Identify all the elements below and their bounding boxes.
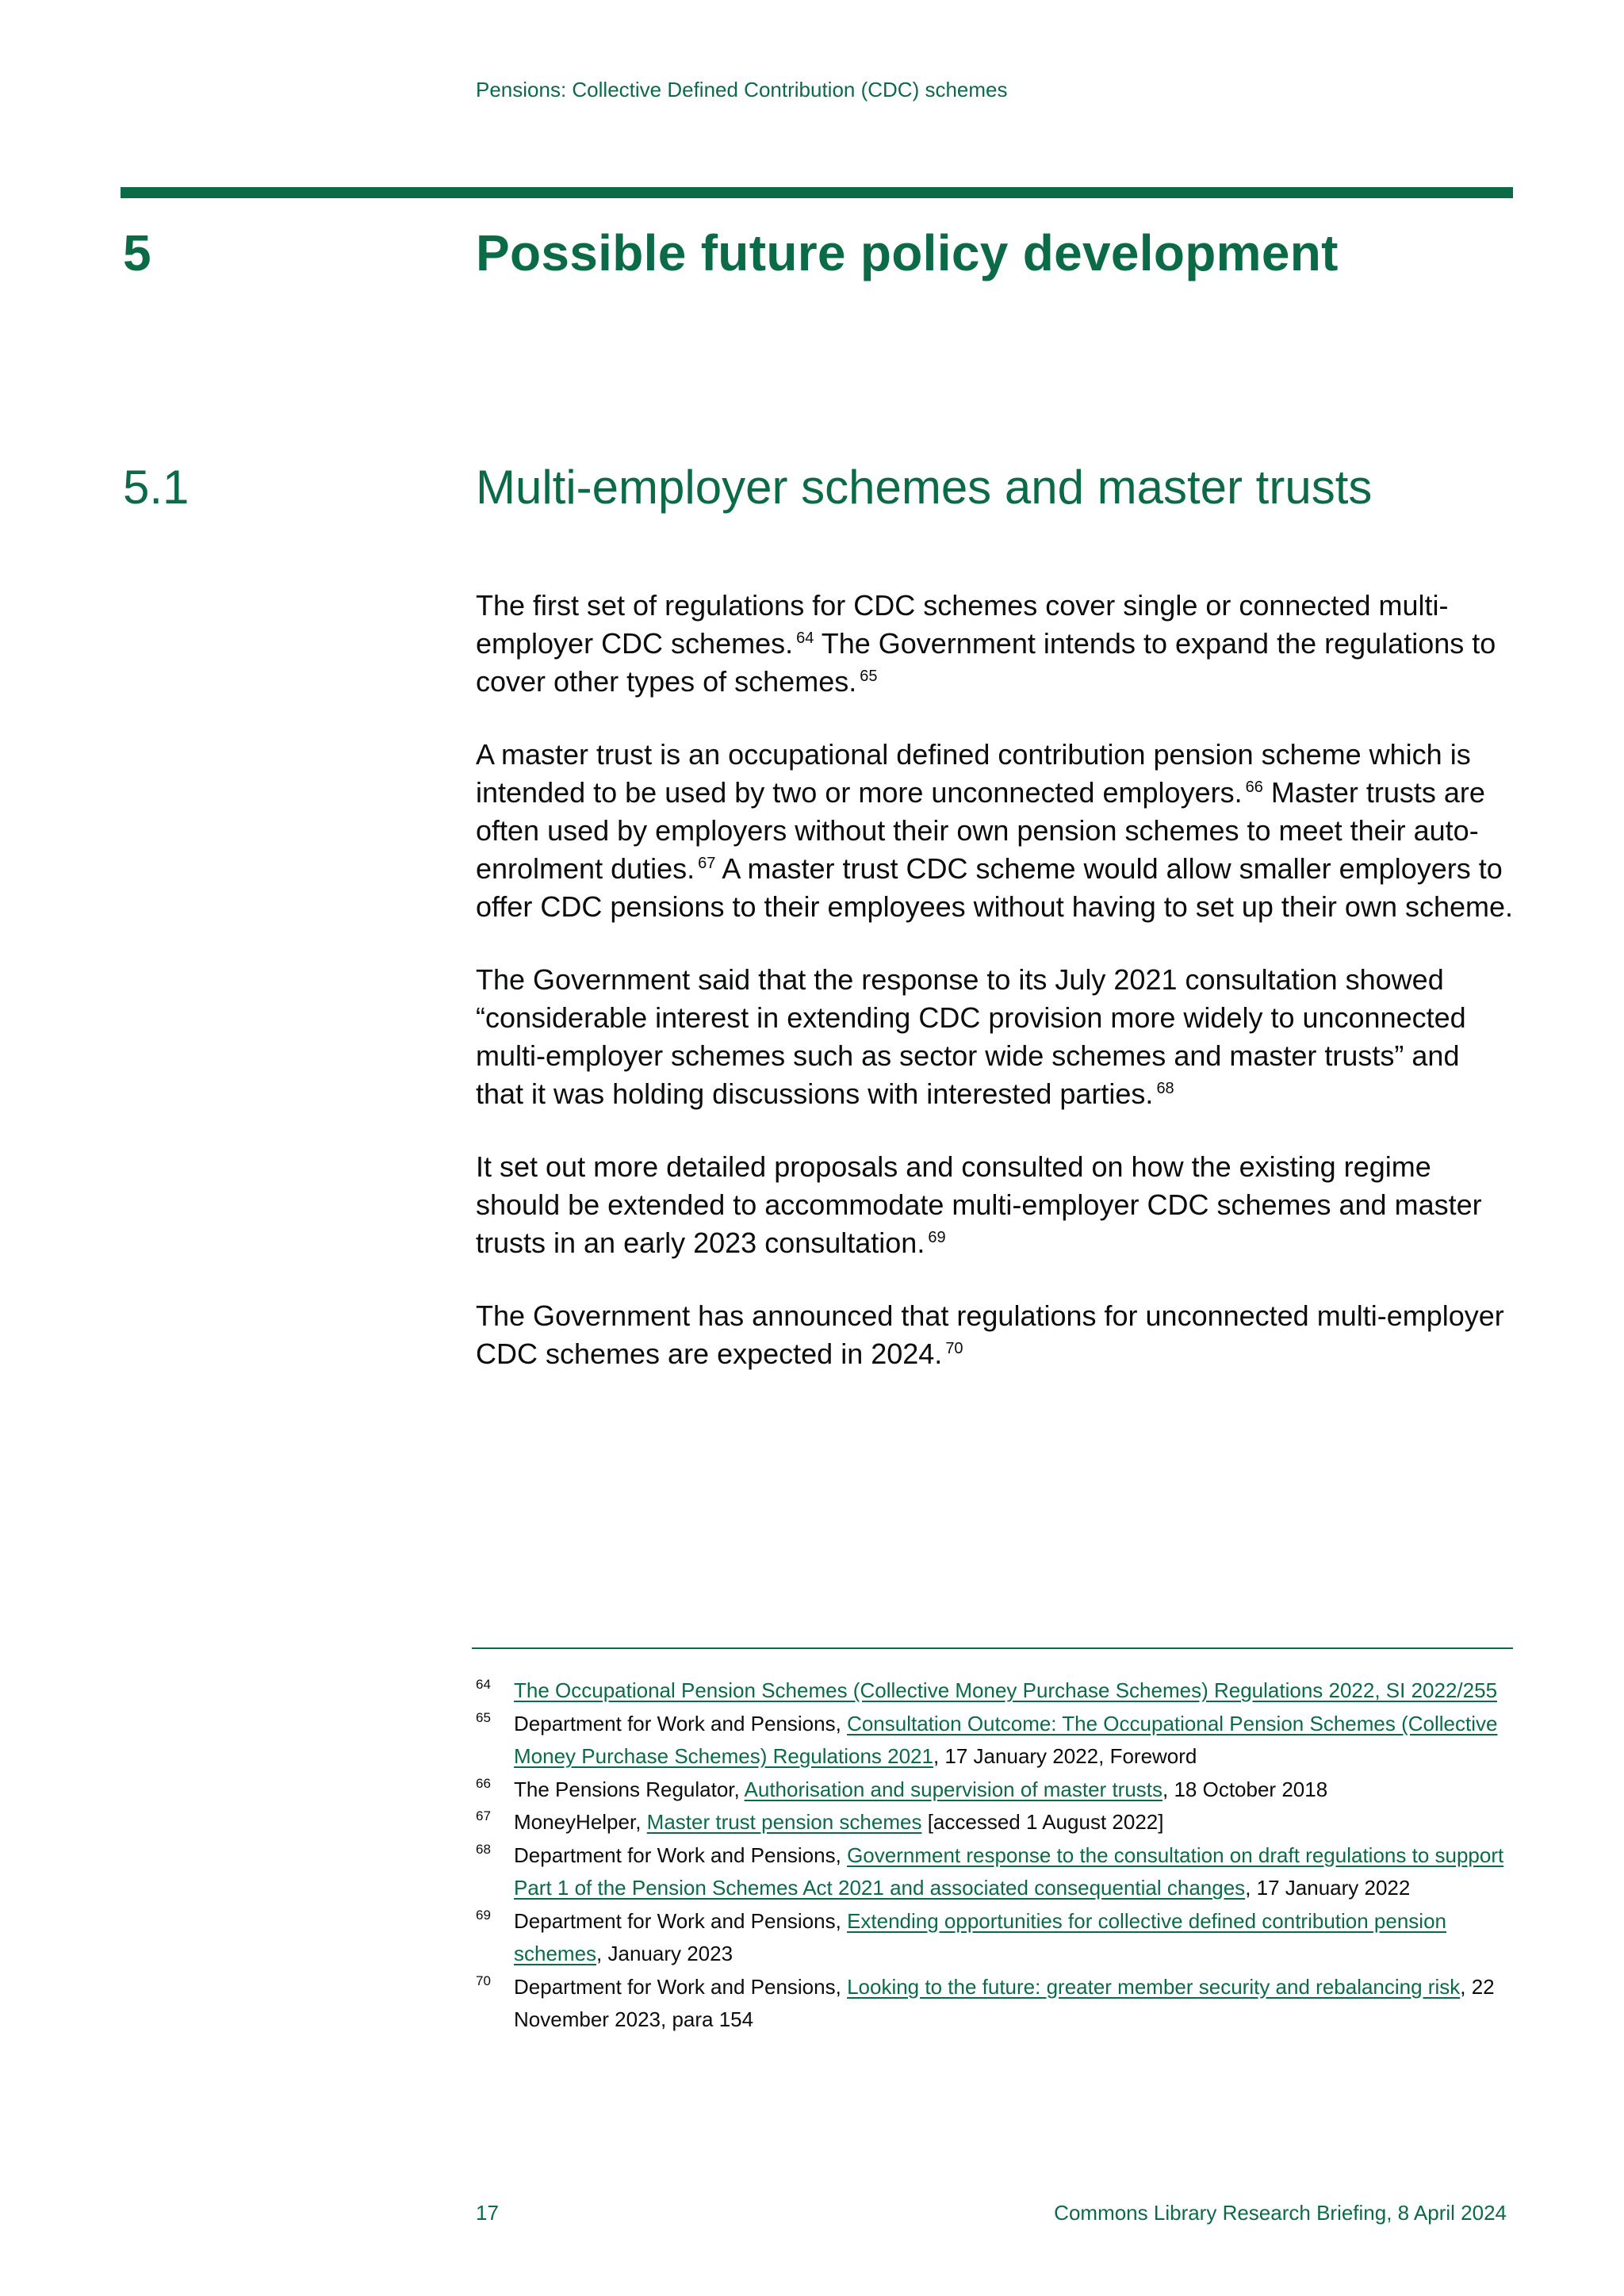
section-title: Multi-employer schemes and master trusts (476, 461, 1373, 514)
paragraph-text: It set out more detailed proposals and consulted on how the existing regime should be extended to accommodate multi-employer CDC schemes and master trusts in an early 2023 consultation. (476, 1150, 1482, 1259)
paragraph-text: A master trust is an occupational defined contribution pension scheme which is intended to be used by two or more unconnected employers. (476, 738, 1471, 809)
footnote (476, 1905, 1507, 1971)
footnote-suffix: , January 2023 (596, 1942, 733, 1965)
footnote-number: 65 (476, 1709, 491, 1725)
footnote (476, 1774, 1507, 1807)
paragraph-1 (476, 587, 1515, 701)
paragraph-2 (476, 736, 1515, 926)
footnote-ref[interactable]: 65 (860, 668, 878, 685)
footnote-number: 66 (476, 1775, 491, 1791)
footnote-prefix: Department for Work and Pensions, (514, 1711, 848, 1735)
footnote-prefix: Department for Work and Pensions, (514, 1908, 848, 1933)
footnote (476, 1806, 1507, 1839)
footnote-link[interactable]: Authorisation and supervision of master trusts (744, 1777, 1163, 1801)
footnote-ref[interactable]: 68 (1156, 1080, 1174, 1097)
footnote-number: 67 (476, 1808, 491, 1823)
paragraph-text: The Government said that the response to its July 2021 consultation showed “considerable interest in extending CDC provision more widely to unconnected multi-employer schemes such as sector wide schemes and master trusts” and that it was holding discussions with interested parties. (476, 963, 1466, 1110)
footnote-link[interactable]: Government response to the consultation on draft regulations to support Part 1 of the Pension Schemes Act 2021 and associated consequential changes (514, 1843, 1504, 1900)
footnote-number: 69 (476, 1907, 491, 1923)
footnote-link[interactable]: Looking to the future: greater member security and rebalancing risk (847, 1974, 1461, 1999)
paragraph-text: A master trust CDC scheme would allow smaller employers to offer CDC pensions to their employees without having to set up their own scheme. (476, 852, 1514, 923)
section-number: 5.1 (123, 461, 190, 514)
paragraph-text: The Government has announced that regulations for unconnected multi-employer CDC schemes are expected in 2024. (476, 1299, 1504, 1370)
footnote-ref[interactable]: 70 (945, 1340, 963, 1357)
page-number: 17 (476, 2201, 499, 2225)
footnote (476, 1674, 1507, 1708)
footnote-link[interactable]: Master trust pension schemes (646, 1810, 922, 1834)
footnote (476, 1708, 1507, 1774)
paragraph-3 (476, 961, 1515, 1113)
footnote-number: 68 (476, 1841, 491, 1857)
footnote-suffix: , 22 November 2023, para 154 (514, 1974, 1495, 2031)
paragraph-4 (476, 1148, 1515, 1262)
paragraph-5 (476, 1297, 1515, 1373)
chapter-divider (121, 187, 1513, 198)
footnote (476, 1839, 1507, 1905)
chapter-number: 5 (123, 224, 151, 281)
footnote-ref[interactable]: 69 (928, 1229, 946, 1246)
footnote-link[interactable]: Consultation Outcome: The Occupational Pension Schemes (Collective Money Purchase Schemes) Regulations 2021 (514, 1711, 1498, 1768)
footnote-divider (472, 1647, 1513, 1649)
footnote-ref[interactable]: 67 (698, 855, 716, 872)
running-header: Pensions: Collective Defined Contribution (CDC) schemes (476, 78, 1008, 101)
footnote-suffix: , 18 October 2018 (1162, 1777, 1328, 1801)
chapter-title: Possible future policy development (476, 224, 1339, 281)
footnote-number: 64 (476, 1677, 491, 1692)
footnote-prefix: Department for Work and Pensions, (514, 1843, 848, 1867)
footnote-suffix: , 17 January 2022 (1245, 1876, 1411, 1900)
footnote-ref[interactable]: 66 (1245, 779, 1263, 796)
footnote-suffix: , 17 January 2022, Foreword (933, 1744, 1197, 1768)
paragraph-text: The first set of regulations for CDC schemes cover single or connected multi-employer CDC schemes. (476, 589, 1449, 660)
footnote-number: 70 (476, 1973, 491, 1988)
footnote-ref[interactable]: 64 (796, 629, 814, 647)
footnotes (476, 1674, 1507, 2037)
paragraph-text: Master trusts are often used by employers without their own pension schemes to meet their auto-enrolment duties. (476, 776, 1485, 885)
paragraph-text: The Government intends to expand the regulations to cover other types of schemes. (476, 627, 1496, 698)
publication-footer: Commons Library Research Briefing, 8 April 2024 (1054, 2201, 1507, 2225)
footnote (476, 1971, 1507, 2037)
footnote-prefix: MoneyHelper, (514, 1810, 647, 1834)
footnote-link[interactable]: Extending opportunities for collective defined contribution pension schemes (514, 1908, 1446, 1965)
footnote-link[interactable]: The Occupational Pension Schemes (Collective Money Purchase Schemes) Regulations 2022, SI 2022/255 (514, 1678, 1498, 1702)
footnote-suffix: [accessed 1 August 2022] (921, 1810, 1164, 1834)
body-text (476, 587, 1515, 1408)
footnote-prefix: Department for Work and Pensions, (514, 1974, 848, 1999)
footnote-prefix: The Pensions Regulator, (514, 1777, 745, 1801)
